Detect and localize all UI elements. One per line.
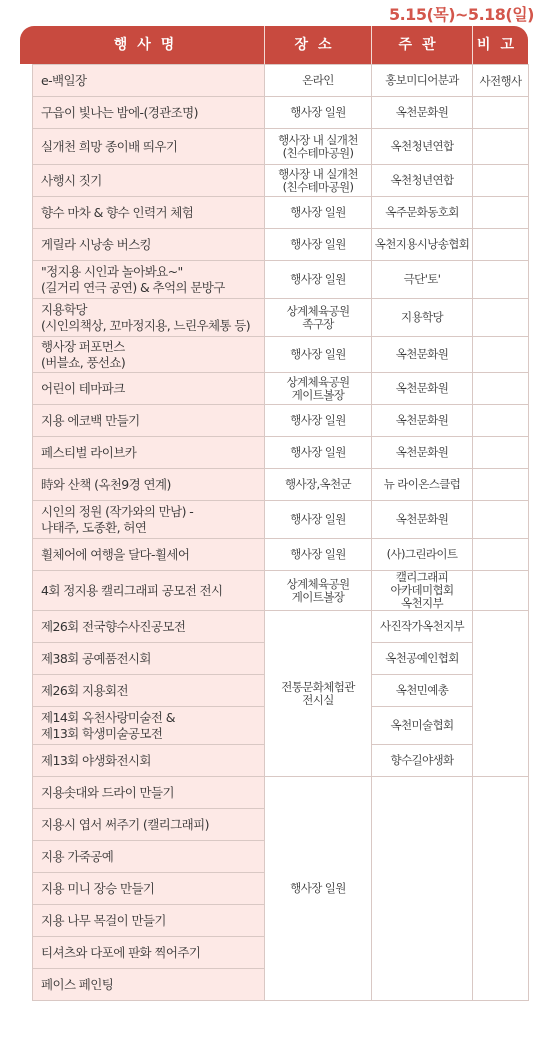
event-organizer	[372, 777, 473, 1001]
event-note	[473, 97, 529, 129]
event-name: 時와 산책 (옥천9경 연계)	[33, 469, 265, 501]
table-row	[33, 97, 529, 129]
table-row	[33, 539, 529, 571]
event-note	[473, 571, 529, 611]
event-organizer: 옥천문화원	[372, 97, 473, 129]
event-name: 게릴라 시낭송 버스킹	[33, 229, 265, 261]
event-name: e-백일장	[33, 65, 265, 97]
table-row	[33, 501, 529, 539]
event-name: 지용시 엽서 써주기 (캘리그래피)	[33, 809, 265, 841]
event-place: 행사장 내 실개천 (친수테마공원)	[265, 165, 372, 197]
header-note: 비고	[476, 37, 525, 53]
event-organizer: 옥천문화원	[372, 501, 473, 539]
table-row	[33, 299, 529, 337]
event-place: 상계체육공원 족구장	[265, 299, 372, 337]
event-name: 실개천 희망 종이배 띄우기	[33, 129, 265, 165]
event-place: 행사장 일원	[265, 337, 372, 373]
table-row	[33, 611, 529, 643]
table-row	[33, 337, 529, 373]
event-note	[473, 777, 529, 1001]
event-name: 제26회 전국향수사진공모전	[33, 611, 265, 643]
event-place: 행사장 일원	[265, 405, 372, 437]
event-name: 지용솟대와 드라이 만들기	[33, 777, 265, 809]
event-organizer: 옥천공예인협회	[372, 643, 473, 675]
event-name: 사행시 짓기	[33, 165, 265, 197]
event-note	[473, 299, 529, 337]
table-row	[33, 777, 529, 809]
event-note	[473, 197, 529, 229]
event-name: 지용학당 (시인의책상, 꼬마정지용, 느린우체통 등)	[33, 299, 265, 337]
table-row	[33, 437, 529, 469]
table-row	[33, 165, 529, 197]
event-organizer: 홍보미디어분과	[372, 65, 473, 97]
event-place: 상계체육공원 게이트볼장	[265, 373, 372, 405]
event-place: 행사장 일원	[265, 261, 372, 299]
event-name: 제13회 야생화전시회	[33, 745, 265, 777]
event-name: 시인의 정원 (작가와의 만남) - 나태주, 도종환, 허연	[33, 501, 265, 539]
event-name: 페이스 페인팅	[33, 969, 265, 1001]
event-place: 전통문화체험관 전시실	[265, 611, 372, 777]
event-place: 행사장 일원	[265, 229, 372, 261]
event-organizer: 옥천문화원	[372, 373, 473, 405]
event-table	[32, 64, 529, 1001]
event-name: 페스티벌 라이브카	[33, 437, 265, 469]
header-name: 행사명	[113, 37, 185, 53]
event-name: 향수 마차 & 향수 인력거 체험	[33, 197, 265, 229]
event-name: 제14회 옥천사랑미술전 & 제13회 학생미술공모전	[33, 707, 265, 745]
event-organizer: 옥천문화원	[372, 337, 473, 373]
table-row	[33, 469, 529, 501]
event-organizer: 옥천문화원	[372, 437, 473, 469]
event-name: "정지용 시인과 놀아봐요~" (길거리 연극 공연) & 추억의 문방구	[33, 261, 265, 299]
event-note: 사전행사	[473, 65, 529, 97]
event-note	[473, 469, 529, 501]
event-name: 지용 에코백 만들기	[33, 405, 265, 437]
table-row	[33, 405, 529, 437]
event-organizer: 지용학당	[372, 299, 473, 337]
event-note	[473, 129, 529, 165]
event-place: 상계체육공원 게이트볼장	[265, 571, 372, 611]
event-organizer: 옥천청년연합	[372, 165, 473, 197]
table-row	[33, 65, 529, 97]
event-place: 행사장 내 실개천 (친수테마공원)	[265, 129, 372, 165]
event-organizer: 뉴 라이온스클럽	[372, 469, 473, 501]
event-name: 제38회 공예품전시회	[33, 643, 265, 675]
event-organizer: 옥천문화원	[372, 405, 473, 437]
event-note	[473, 405, 529, 437]
event-note	[473, 165, 529, 197]
event-place: 온라인	[265, 65, 372, 97]
event-place: 행사장 일원	[265, 97, 372, 129]
table-header	[20, 26, 528, 64]
event-note	[473, 501, 529, 539]
event-organizer: 옥천민예총	[372, 675, 473, 707]
date-range: 5.15(목)~5.18(일)	[388, 5, 534, 24]
table-row	[33, 129, 529, 165]
event-organizer: 사진작가옥천지부	[372, 611, 473, 643]
event-name: 휠체어에 여행을 달다-휠세어	[33, 539, 265, 571]
table-row	[33, 261, 529, 299]
event-organizer: 옥천지용시낭송협회	[372, 229, 473, 261]
table-row	[33, 197, 529, 229]
event-note	[473, 539, 529, 571]
event-organizer: 옥주문화동호회	[372, 197, 473, 229]
event-name: 어린이 테마파크	[33, 373, 265, 405]
event-place: 행사장 일원	[265, 197, 372, 229]
event-organizer: (사)그린라이트	[372, 539, 473, 571]
event-place: 행사장,옥천군	[265, 469, 372, 501]
event-note	[473, 373, 529, 405]
event-name: 지용 가죽공예	[33, 841, 265, 873]
event-organizer: 향수길야생화	[372, 745, 473, 777]
event-note	[473, 611, 529, 777]
header-place: 장소	[294, 37, 342, 53]
event-place: 행사장 일원	[265, 501, 372, 539]
event-name: 티셔츠와 다포에 판화 찍어주기	[33, 937, 265, 969]
event-place: 행사장 일원	[265, 539, 372, 571]
header-org: 주관	[398, 37, 446, 53]
event-name: 지용 나무 목걸이 만들기	[33, 905, 265, 937]
event-organizer: 캘리그래피 아카데미협회 옥천지부	[372, 571, 473, 611]
event-name: 4회 정지용 캘리그래피 공모전 전시	[33, 571, 265, 611]
event-name: 구읍이 빛나는 밤에-(경관조명)	[33, 97, 265, 129]
event-organizer: 옥천청년연합	[372, 129, 473, 165]
event-name: 제26회 지용회전	[33, 675, 265, 707]
event-note	[473, 337, 529, 373]
table-row	[33, 571, 529, 611]
table-row	[33, 373, 529, 405]
event-note	[473, 261, 529, 299]
event-note	[473, 437, 529, 469]
event-place: 행사장 일원	[265, 777, 372, 1001]
event-organizer: 극단'토'	[372, 261, 473, 299]
event-place: 행사장 일원	[265, 437, 372, 469]
event-organizer: 옥천미술협회	[372, 707, 473, 745]
event-note	[473, 229, 529, 261]
event-name: 행사장 퍼포먼스 (버블쇼, 풍선쇼)	[33, 337, 265, 373]
event-name: 지용 미니 장승 만들기	[33, 873, 265, 905]
table-row	[33, 229, 529, 261]
